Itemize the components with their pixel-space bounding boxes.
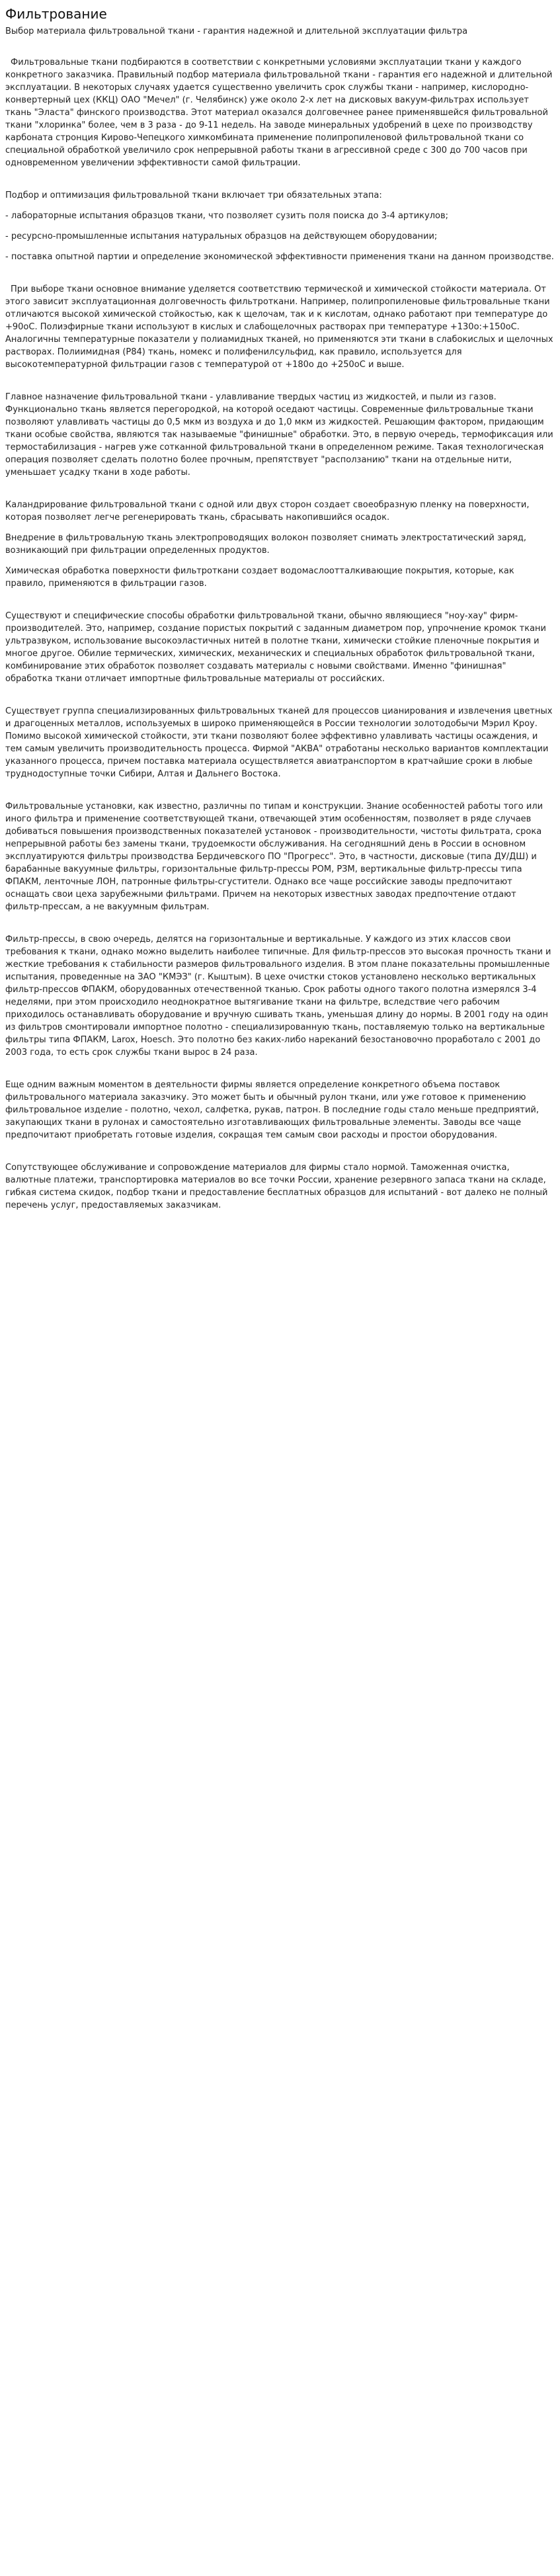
- paragraph: Подбор и оптимизация фильтровальной ткани включает три обязательных этапа:: [5, 190, 382, 200]
- paragraph: Еще одним важным моментом в деятельности фирмы является определение конкретного объема поставок фильтровального материала заказчику. Это может быть и обычный рулон ткани, или уже готовое к применению фильтровальное изделие - полотно, чехол, салфетка, рукав, патрон. В последние годы стало меньше предприятий, закупающих ткани в рулонах и самостоятельно изготавливающих фильтровальные элементы. Заводы все чаще предпочитают приобретать готовые изделия, сокращая тем самым свои расходы и простои оборудования.: [5, 1080, 539, 1140]
- paragraph: Фильтр-прессы, в свою очередь, делятся на горизонтальные и вертикальные. У каждого из этих классов свои требования к ткани, однако можно выделить наиболее типичные. Для фильтр-прессов это высокая прочность ткани и жесткие требования к стабильности размеров фильтровального изделия. В этом плане показательны промышленные испытания, проведенные на ЗАО "КМЭЗ" (г. Кыштым). В цехе очистки стоков установлено несколько вертикальных фильтр-прессов ФПАКМ, оборудованных отечественной тканью. Срок работы одного такого полотна измерялся 3-4 неделями, при этом происходило неоднократное вытягивание ткани на фильтре, вследствие чего рабочим приходилось останавливать оборудование и вручную сшивать ткань, уменьшая длину до нормы. В 2001 году на один из фильтров смонтировали импортное полотно - специализированную ткань, поставляемую только на вертикальные фильтры типа ФПАКМ, Larox, Hoesch. Это полотно без каких-либо нареканий безостановочно проработало с 2001 до 2003 года, то есть срок службы ткани вырос в 24 раза.: [5, 935, 551, 1058]
- section-gold-mining: [5, 705, 554, 780]
- list-item: - ресурсно-промышленные испытания натуральных образцов на действующем оборудовании;: [5, 231, 438, 241]
- paragraph: Сопутствующее обслуживание и сопровождение материалов для фирмы стало нормой. Таможенная очистка, валютные платежи, транспортировка материалов во все точки России, хранение резервного запаса ткани на складе, гибкая система скидок, подбор ткани и предоставление бесплатных образцов для испытаний - вот далеко не полный перечень услуг, предоставляемых заказчикам.: [5, 1163, 548, 1210]
- paragraph: Главное назначение фильтровальной ткани - улавливание твердых частиц из жидкостей, и пыли из газов. Функционально ткань является перегородкой, на которой оседают частицы. Современные фильтровальные ткани позволяют улавливать частицы до 0,5 мкм из воздуха и до 1,0 мкм из жидкостей. Решающим фактором, придающим ткани особые свойства, являются так называемые "финишные" обработки. Это, в первую очередь, термофиксация или термостабилизация - нагрев уже сотканной фильтровальной ткани в определенном режиме. Такая технологическая операция позволяет сделать полотно более прочным, препятствует "расползанию" ткани на отдельные нити, уменьшает усадку ткани в ходе работы.: [5, 392, 553, 478]
- paragraph: Внедрение в фильтровальную ткань электропроводящих волокон позволяет снимать электростатический заряд, возникающий при фильтрации определенных продуктов.: [5, 533, 527, 556]
- paragraph: Фильтровальные установки, как известно, различны по типам и конструкции. Знание особенностей работы того или иного фильтра и применение соответствующей ткани, отвечающей этим особенностям, позволяет в ряде случаев добиваться повышения производственных показателей установок - производительности, чистоты фильтрата, срока непрерывной работы без замены ткани, трудоемкости обслуживания. На сегодняшний день в России в основном эксплуатируются фильтры производства Бердичевского ПО "Прогресс". Это, в частности, дисковые (типа ДУ/ДШ) и барабанные вакуумные фильтры, горизонтальные фильтр-прессы РОМ, РЗМ, вертикальные фильтр-прессы типа ФПАКМ, ленточные ЛОН, патронные фильтры-сгустители. Однако все чаще российские заводы предпочитают оснащать свои цеха зарубежными фильтрами. Причем на некоторых известных заводах предпочтение отдают фильтр-прессам, а не вакуумным фильтрам.: [5, 802, 543, 912]
- section-resistance: [5, 283, 554, 371]
- section-know-how: [5, 610, 554, 685]
- section-stages: [5, 189, 554, 263]
- section-treatments: [5, 499, 554, 590]
- section-intro: [5, 56, 554, 169]
- article: [0, 0, 559, 1212]
- section-supply: [5, 1079, 554, 1142]
- paragraph: Фильтровальные ткани подбираются в соответствии с конкретными условиями эксплуатации ткани у каждого конкретного заказчика. Правильный подбор материала фильтровальной ткани - гарантия его надежной и длительной эксплуатации. В некоторых случаях удается существенно увеличить срок службы ткани - например, кислородно-конвертерный цех (ККЦ) ОАО "Мечел" (г. Челябинск) уже около 2-х лет на дисковых вакуум-фильтрах использует ткань "Эласта" финского производства. Этот материал оказался долговечнее ранее применявшейся фильтровальной ткани "хлоринка" более, чем в 3 раза - до 9-11 недель. На заводе минеральных удобрений в цехе по производству карбоната стронция Кирово-Чепецкого химкомбината применение полипропиленовой фильтровальной ткани со специальной обработкой увеличило срок непрерывной работы ткани в агрессивной среде с 300 до 700 часов при одновременном увеличении эффективности самой фильтрации.: [5, 58, 553, 168]
- paragraph: Химическая обработка поверхности фильтроткани создает водомаслоотталкивающие покрытия, которые, как правило, применяются в фильтрации газов.: [5, 566, 514, 589]
- list-item: - лабораторные испытания образцов ткани, что позволяет сузить поля поиска до 3-4 артикулов;: [5, 211, 449, 221]
- section-purpose: [5, 391, 554, 479]
- paragraph: Каландрирование фильтровальной ткани с одной или двух сторон создает своеобразную пленку на поверхности, которая позволяет легче регенерировать ткань, сбрасывать накопившийся осадок.: [5, 500, 530, 522]
- paragraph: Существует группа специализированных фильтровальных тканей для процессов цианирования и извлечения цветных и драгоценных металлов, используемых в широко применяющейся в России технологии золотодобычи Мэрил Кроу. Помимо высокой химической стойкости, эти ткани позволяют более эффективно улавливать частицы осаждения, и тем самым увеличить производительность процесса. Фирмой "АКВА" отработаны несколько вариантов комплектации указанного процесса, причем поставка материала осуществляется авиатранспортом в кратчайшие сроки в любые труднодоступные точки Сибири, Алтая и Дальнего Востока.: [5, 706, 553, 779]
- page-title: Фильтрование: [5, 6, 107, 22]
- list-item: - поставка опытной партии и определение экономической эффективности применения ткани на данном производстве.: [5, 252, 554, 262]
- section-filter-presses: [5, 933, 554, 1059]
- section-services: [5, 1161, 554, 1212]
- section-filters: [5, 800, 554, 913]
- paragraph: Существуют и специфические способы обработки фильтровальной ткани, обычно являющиеся "ноу-хау" фирм-производителей. Это, например, создание пористых покрытий с заданным диаметром пор, упрочнение кромок ткани ультразвуком, использование высокоэластичных нитей в полотне ткани, химически стойкие пленочные покрытия и многое другое. Обилие термических, химических, механических и специальных обработок фильтровальной ткани, комбинирование этих обработок позволяет создавать материалы с новыми свойствами. Именно "финишная" обработка ткани отличает импортные фильтровальные материалы от российских.: [5, 611, 547, 684]
- paragraph: При выборе ткани основное внимание уделяется соответствию термической и химической стойкости материала. От этого зависит эксплуатационная долговечность фильтроткани. Например, полипропиленовые фильтровальные ткани отличаются высокой химической стойкостью, как к щелочам, так и к кислотам, однако работают при температуре до +90оС. Полиэфирные ткани используют в кислых и слабощелочных растворах при температуре +130о:+150оС. Аналогичны температурные показатели у полиамидных тканей, но применяются эти ткани в слабокислых и щелочных растворах. Полиимидная (P84) ткань, номекс и полифенилсульфид, как правило, используется для высокотемпературной фильтрации газов с температурой от +180о до +250оС и выше.: [5, 284, 553, 370]
- page-subtitle: Выбор материала фильтровальной ткани - гарантия надежной и длительной эксплуатации фильтра: [5, 26, 468, 36]
